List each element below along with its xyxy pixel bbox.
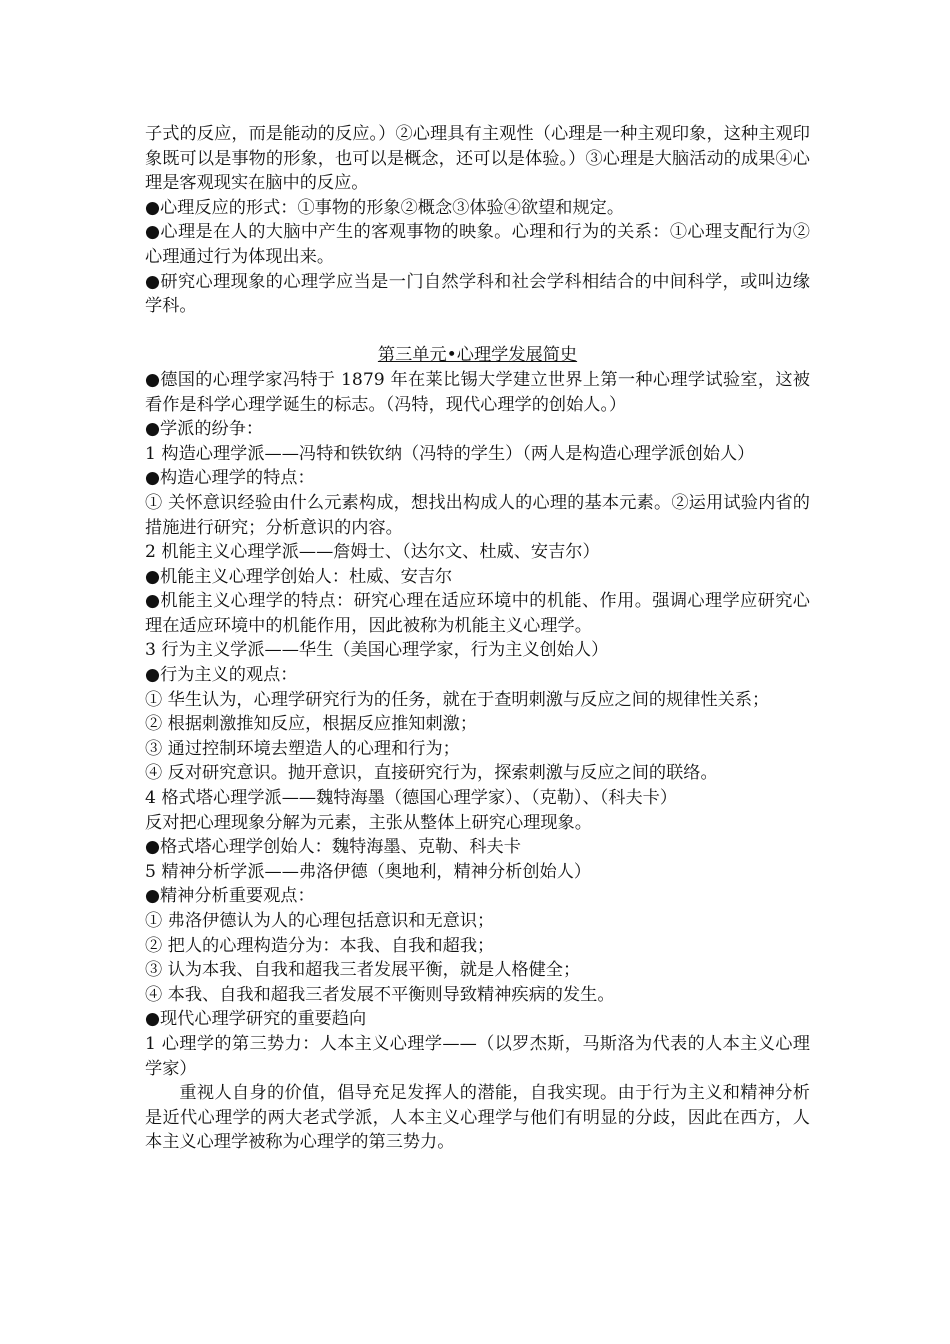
body-paragraph: ③ 认为本我、自我和超我三者发展平衡，就是人格健全； (145, 960, 581, 981)
body-paragraph: ●学派的纷争： (145, 419, 264, 440)
body-paragraph: ●构造心理学的特点： (145, 468, 315, 489)
body-paragraph: ④ 本我、自我和超我三者发展不平衡则导致精神疾病的发生。 (145, 984, 615, 1005)
body-paragraph: ●德国的心理学家冯特于 1879 年在莱比锡大学建立世界上第一种心理学试验室，这被看作是科学心理学诞生的标志。（冯特，现代心理学的创始人。） (145, 369, 810, 415)
intro-paragraph-4: ●研究心理现象的心理学应当是一门自然学科和社会学科相结合的中间科学，或叫边缘学科。 (145, 271, 810, 317)
body-paragraph: ●机能主义心理学创始人：杜威、安吉尔 (145, 566, 453, 587)
body-paragraph: ③ 通过控制环境去塑造人的心理和行为； (145, 738, 460, 759)
intro-paragraph-3: ●心理是在人的大脑中产生的客观事物的映象。心理和行为的关系：①心理支配行为②心理通过行为体现出来。 (145, 222, 810, 267)
body-paragraph: ① 关怀意识经验由什么元素构成，想找出构成人的心理的基本元素。②运用试验内省的措施进行研究；分析意识的内容。 (145, 492, 810, 538)
body-paragraph: 反对把心理现象分解为元素，主张从整体上研究心理现象。 (145, 812, 592, 833)
intro-paragraph-2: ●心理反应的形式：①事物的形象②概念③体验④欲望和规定。 (145, 197, 625, 218)
body-paragraph: ① 华生认为，心理学研究行为的任务，就在于查明刺激与反应之间的规律性关系； (145, 689, 770, 710)
body-paragraph: 4 格式塔心理学派——魏特海墨（德国心理学家）、（克勒）、（科夫卡） (145, 788, 678, 809)
body-paragraph: ●行为主义的观点： (145, 665, 298, 686)
body-paragraph: ④ 反对研究意识。抛开意识，直接研究行为，探索刺激与反应之间的联络。 (145, 763, 718, 784)
section-title (145, 343, 810, 368)
body-paragraph: ●现代心理学研究的重要趋向 (145, 1009, 367, 1030)
section-title-text: 第三单元•心理学发展简史 (377, 345, 578, 366)
body-paragraph: ●精神分析重要观点： (145, 886, 315, 907)
body-paragraph: ① 弗洛伊德认为人的心理包括意识和无意识； (145, 911, 495, 931)
body-paragraph: ●机能主义心理学的特点：研究心理在适应环境中的机能、作用。强调心理学应研究心理在适应环境中的机能作用，因此被称为机能主义心理学。 (145, 591, 810, 636)
body-paragraph: 1 构造心理学派——冯特和铁钦纳（冯特的学生）（两人是构造心理学派创始人） (145, 443, 755, 464)
body-paragraph: 5 精神分析学派——弗洛伊德（奥地利，精神分析创始人） (145, 861, 592, 882)
final-paragraph: 重视人自身的价值，倡导充足发挥人的潜能，自我实现。由于行为主义和精神分析是近代心理学的两大老式学派，人本主义心理学与他们有明显的分歧，因此在西方，人本主义心理学被称为心理学的第三势力。 (145, 1083, 810, 1153)
section-spacer (145, 319, 810, 344)
document-content (145, 122, 810, 1155)
body-paragraph: ② 根据刺激推知反应，根据反应推知刺激； (145, 714, 478, 735)
intro-paragraph-1: 子式的反应，而是能动的反应。）②心理具有主观性（心理是一种主观印象，这种主观印象既可以是事物的形象，也可以是概念，还可以是体验。）③心理是大脑活动的成果④心理是客观现实在脑中的反应。 (145, 124, 810, 194)
body-paragraph: 3 行为主义学派——华生（美国心理学家，行为主义创始人） (145, 640, 609, 661)
body-paragraph: ●格式塔心理学创始人：魏特海墨、克勒、科夫卡 (145, 837, 521, 858)
body-paragraph: 1 心理学的第三势力：人本主义心理学——（以罗杰斯，马斯洛为代表的人本主义心理学家） (145, 1033, 810, 1079)
body-paragraph: ② 把人的心理构造分为：本我、自我和超我； (145, 935, 495, 956)
body-paragraph: 2 机能主义心理学派——詹姆士、（达尔文、杜威、安吉尔） (145, 542, 600, 563)
